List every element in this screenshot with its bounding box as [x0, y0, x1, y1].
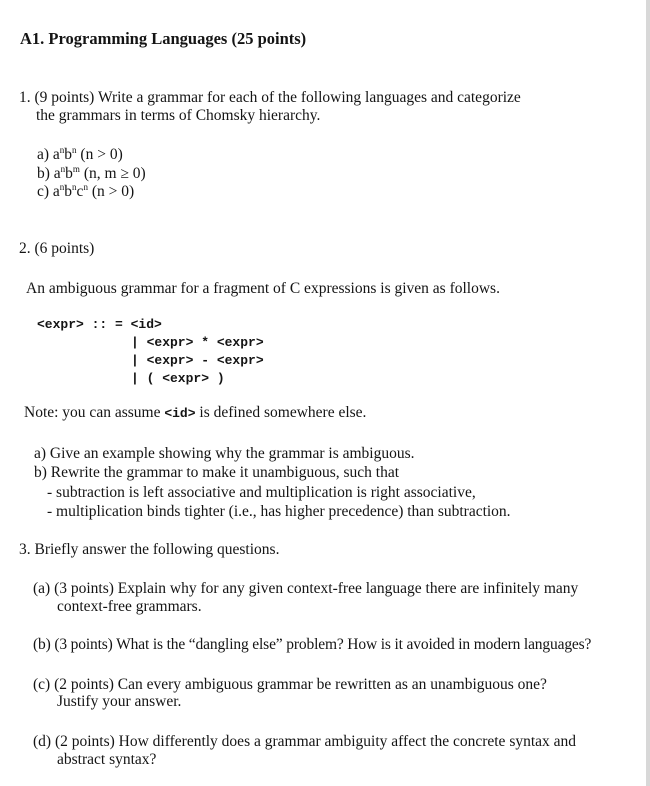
q3-part-c-line1: (c) (2 points) Can every ambiguous grammar be rewritten as an unambiguous one? — [33, 676, 547, 693]
grammar-line-3: | <expr> - <expr> — [131, 353, 264, 368]
q1-item-b-sup1: n — [60, 164, 66, 174]
q1-item-c-sup2: n — [72, 182, 77, 192]
q1-item-c-sup1: n — [59, 182, 65, 192]
q1-item-c-tail: (n > 0) — [87, 183, 135, 200]
q1-item-b-tail: (n, m ≥ 0) — [79, 165, 146, 182]
grammar-line-2: | <expr> * <expr> — [131, 335, 264, 350]
q1-item-a — [37, 146, 123, 164]
q1-item-c-mid2: c — [76, 183, 84, 200]
q2-part-b-bullet-1: - subtraction is left associative and multiplication is right associative, — [47, 484, 476, 501]
q2-intro: An ambiguous grammar for a fragment of C expressions is given as follows. — [26, 280, 500, 297]
scan-edge-strip — [646, 0, 650, 786]
q3-part-c-line2: Justify your answer. — [57, 693, 182, 710]
grammar-line-1: <expr> :: = <id> — [37, 317, 162, 332]
q3-part-a-line2: context-free grammars. — [57, 598, 202, 615]
q1-item-b-sup2: m — [72, 164, 80, 174]
q2-part-a: a) Give an example showing why the grammar is ambiguous. — [34, 445, 415, 462]
page-title: A1. Programming Languages (25 points) — [20, 29, 307, 48]
q2-note-code: <id> — [164, 406, 196, 421]
q1-item-a-mid1: b — [64, 146, 73, 163]
q2-part-b: b) Rewrite the grammar to make it unambiguous, such that — [34, 464, 400, 481]
q2-note-post: is defined somewhere else. — [195, 404, 367, 421]
q2-part-b-bullet-2: - multiplication binds tighter (i.e., has higher precedence) than subtraction. — [47, 503, 511, 520]
q1-item-b-mid1: b — [65, 165, 73, 182]
q1-item-a-sup2: n — [72, 145, 77, 155]
q1-text-line2: the grammars in terms of Chomsky hierarchy. — [36, 107, 321, 124]
q2-note-pre: Note: you can assume — [24, 404, 165, 421]
q1-item-c-prefix: c) a — [37, 183, 60, 200]
q3-part-d-line2: abstract syntax? — [57, 751, 157, 768]
q3-part-a-line1: (a) (3 points) Explain why for any given context-free language there are infinitely many — [33, 580, 579, 597]
q1-item-a-sup1: n — [59, 145, 65, 155]
q3-header: 3. Briefly answer the following questions. — [19, 541, 280, 558]
q1-text-line1: 1. (9 points) Write a grammar for each of the following languages and categorize — [19, 89, 521, 106]
q1-item-a-tail: (n > 0) — [76, 146, 123, 163]
q3-part-d-line1: (d) (2 points) How differently does a grammar ambiguity affect the concrete syntax and — [33, 733, 577, 750]
q1-item-b — [37, 165, 146, 183]
q1-item-c — [37, 183, 134, 201]
q1-item-b-prefix: b) a — [37, 165, 61, 182]
grammar-line-4: | ( <expr> ) — [131, 371, 225, 386]
q1-item-c-sup3: n — [83, 182, 88, 192]
q2-header: 2. (6 points) — [19, 240, 95, 257]
q2-note — [24, 404, 366, 423]
q3-part-b-line1: (b) (3 points) What is the “dangling else” problem? How is it avoided in modern languages? — [33, 636, 592, 653]
q1-item-a-prefix: a) a — [37, 146, 60, 163]
q1-item-c-mid1: b — [64, 183, 73, 200]
